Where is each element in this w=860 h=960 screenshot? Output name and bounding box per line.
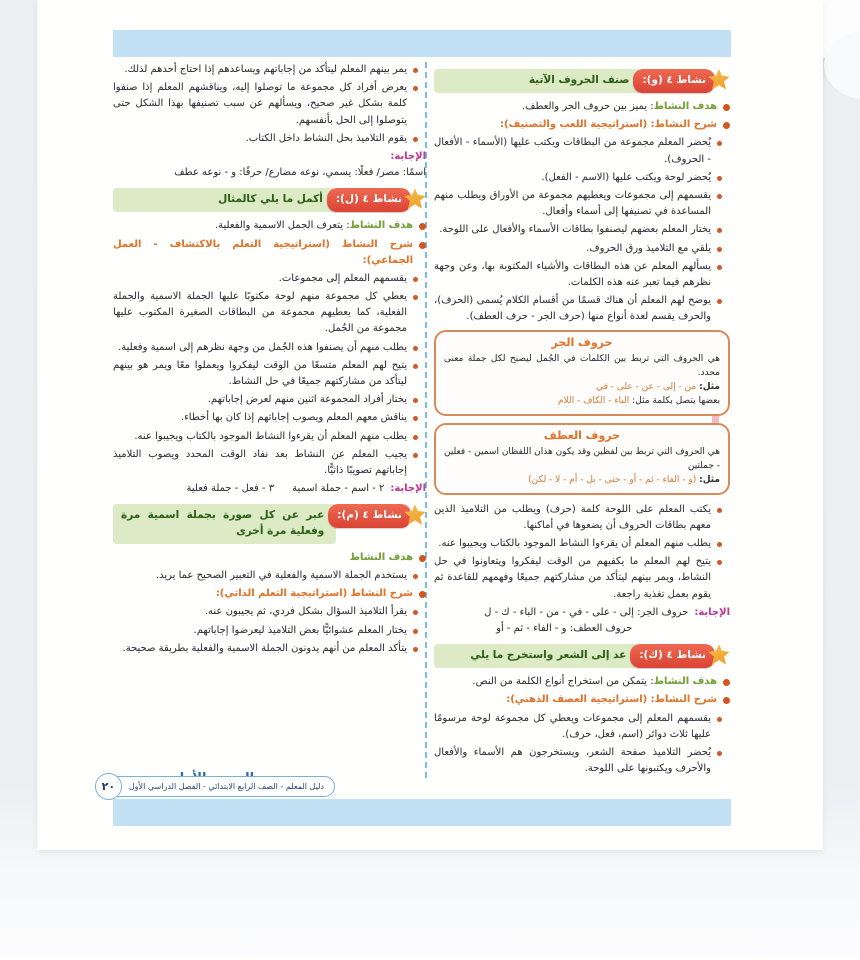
atf-letters-box <box>434 423 730 495</box>
explain-row <box>113 586 426 602</box>
explain-label: شرح النشاط: (استراتيجية اللعب والتصنيف): <box>500 119 717 131</box>
step-text: يختار المعلم بعضهم ليصنفوا بطاقات الأسماء والأفعال على اللوحة. <box>439 224 711 236</box>
activity-heading-l <box>113 188 426 212</box>
bullet-icon <box>723 679 730 686</box>
bullet-icon <box>413 453 418 458</box>
bottom-blue-bar <box>113 799 731 826</box>
example-list: (و - الفاء - ثم - أو - حتى - بل - أم - لا - لكن) <box>528 474 697 485</box>
steps-list <box>113 604 426 657</box>
step-text: يطلب منهم المعلم أن يقرءوا النشاط الموجود بالكتاب ويجيبوا عنه. <box>438 538 711 549</box>
step-text: يقرأ التلاميذ السؤال بشكل فردي، ثم يجيبون عنه. <box>204 606 407 618</box>
list-item <box>113 623 418 639</box>
explain-label: شرح النشاط (استراتيجية التعلم بالاكتشاف - العمل الجماعي): <box>113 238 413 266</box>
step-text: يمر بينهم المعلم ليتأكد من إجاباتهم ويساعدهم إذا احتاج أحدهم لذلك. <box>124 64 407 75</box>
bullet-icon <box>717 247 722 252</box>
activity-badge: نشاط ٤ (م): <box>328 504 411 528</box>
box-title: حروف الجر <box>551 336 613 350</box>
answer-label: الإجابة: <box>390 150 426 162</box>
step-text: يعطي كل مجموعة منهم لوحة مكتوبًا عليها الجملة الاسمية والجملة الفعلية، كما يعطيهم مجموعة من البطاقات الصغيرة المكتوب عليها مجموعة من الجُمل. <box>113 291 407 335</box>
activity-title: عبر عن كل صورة بجملة اسمية مرة وفعلية مرة أخرى <box>113 504 336 544</box>
bullet-icon <box>413 364 418 369</box>
list-item <box>113 131 418 147</box>
page-number-badge: ٢٠ <box>95 773 122 800</box>
bullet-icon <box>717 176 722 181</box>
note-prefix: بعضها يتصل بكلمة مثل: <box>632 396 720 407</box>
answer-block <box>113 149 426 181</box>
goal-row <box>434 99 730 115</box>
step-text: يوضح لهم المعلم أن هناك قسمًا من أقسام الكلام يُسمى (الحرف)، والحرف يقسم لعدة أنواع منها (حرف الجر - حرف العطف). <box>434 295 711 323</box>
bullet-icon <box>413 610 418 615</box>
answer-block <box>113 481 426 497</box>
list-item <box>113 641 418 657</box>
box-note <box>444 395 720 409</box>
scanned-book-page <box>37 0 823 850</box>
list-item <box>434 536 722 552</box>
bullet-icon <box>717 265 722 270</box>
activity-badge: نشاط ٤ (ك): <box>630 644 715 668</box>
bullet-icon <box>717 751 722 756</box>
step-text: يتيح لهم المعلم متسعًا من الوقت ليفكروا ويعملوا معًا ويمر هو بينهم ليتأكد من مشاركتهم جميعًا في حل النشاط. <box>113 359 407 387</box>
bullet-icon <box>723 104 730 111</box>
goal-row <box>113 550 426 566</box>
list-item <box>434 293 722 325</box>
bullet-icon <box>419 242 426 249</box>
step-text: يقوم التلاميذ بحل النشاط داخل الكتاب. <box>245 132 407 144</box>
step-text: يناقش معهم المعلم ويصوب إجاباتهم إذا كان بها أخطاء. <box>180 412 407 424</box>
answer-label: الإجابة: <box>694 606 730 618</box>
bullet-icon <box>413 346 418 351</box>
list-item <box>113 80 418 129</box>
bullet-icon <box>413 277 418 282</box>
list-item <box>434 711 722 743</box>
bullet-icon <box>413 629 418 634</box>
bullet-icon <box>723 122 730 129</box>
activity-title: أكمل ما يلي كالمثال <box>113 188 335 212</box>
list-item <box>434 170 722 186</box>
list-item <box>434 135 722 167</box>
list-item <box>113 392 418 408</box>
goal-sub-text: يستخدم الجملة الاسمية والفعلية في التعبير الصحيح عما يريد. <box>155 570 407 581</box>
goal-row <box>113 218 426 234</box>
goal-text <box>472 674 717 690</box>
list-item <box>113 410 418 426</box>
book-title-pill <box>98 776 335 797</box>
activity-heading-f <box>434 69 730 93</box>
list-item <box>434 259 722 291</box>
bullet-icon <box>717 141 722 146</box>
step-text: يقسمهم المعلم إلى مجموعات. <box>278 272 407 284</box>
box-example <box>444 381 720 395</box>
activity-heading-k <box>434 644 730 668</box>
answer-text <box>484 605 688 637</box>
top-blue-bar <box>113 30 731 57</box>
step-text: يعرض أفراد كل مجموعة ما توصلوا إليه، ويناقشهم المعلم إذا صنفوا كلمة بشكل غير صحيح، ويسألهم عن سبب تصنيفها بهذا الشكل حتى يتوصلوا إلى الحل بأنفسهم. <box>113 82 407 126</box>
activity-title: صنف الحروف الآتية <box>434 69 641 93</box>
goal-value: : يتمكن من استخراج أنواع الكلمة من النص. <box>472 676 654 688</box>
goal-label: هدف النشاط <box>653 101 717 112</box>
steps-list <box>434 711 730 778</box>
answer-label: الإجابة: <box>390 483 426 495</box>
explain-row <box>434 692 730 708</box>
step-text: يُحضر المعلم مجموعة من البطاقات ويكتب عليها (الأسماء - الأفعال - الحروف). <box>434 137 711 165</box>
list-item <box>113 358 418 390</box>
bullet-icon <box>413 86 418 91</box>
step-text: يسألهم المعلم عن هذه البطاقات والأشياء المكتوبة بها، وعن وجهة نظرهم فيما تعبر عنه هذه الكلمات. <box>434 260 711 288</box>
bullet-icon <box>413 295 418 300</box>
bullet-icon <box>413 68 418 73</box>
bullet-icon <box>413 647 418 652</box>
right-column <box>434 62 730 779</box>
explain-label: شرح النشاط: (استراتيجية العصف الذهني): <box>506 694 717 706</box>
list-item <box>434 188 722 220</box>
goal-value: : يتعرف الجمل الاسمية والفعلية. <box>214 220 350 232</box>
step-text: يقسمهم المعلم إلى مجموعات ويعطي كل مجموعة لوحة مرسومًا عليها ثلاث دوائر (اسم، فعل، حرف). <box>434 712 711 740</box>
step-text: يلقي مع التلاميذ ورق الحروف. <box>586 242 711 254</box>
step-text: يُحضر التلاميذ صفحة الشعر، ويستخرجون هم الأسماء والأفعال والأحرف ويكتبونها على اللوحة. <box>434 746 711 775</box>
answer-text <box>187 481 385 497</box>
left-column <box>113 62 426 659</box>
bullet-icon <box>717 542 722 547</box>
activity-heading-m <box>113 504 426 544</box>
bullet-icon <box>717 299 722 304</box>
box-title: حروف العطف <box>543 429 621 442</box>
bullet-icon <box>717 717 722 722</box>
bullet-icon <box>717 560 722 565</box>
bullet-icon <box>717 508 722 513</box>
explain-label: شرح النشاط (استراتيجية التعلم الذاتي): <box>215 588 413 600</box>
box-example <box>444 474 720 488</box>
list-item <box>113 604 418 620</box>
goal-text <box>215 218 413 234</box>
list-item <box>113 447 418 479</box>
step-text: يتأكد المعلم من أنهم يدونون الجملة الاسمية والفعلية بطريقة صحيحة. <box>122 642 407 654</box>
bullet-icon <box>419 591 426 598</box>
note-list: الباء - الكاف - اللام <box>557 396 630 407</box>
activity-badge: نشاط ٤ (ل): <box>327 188 411 212</box>
goal-label: هدف النشاط <box>653 676 717 688</box>
bullet-icon <box>419 223 426 230</box>
step-text: يقسمهم إلى مجموعات ويعطيهم مجموعة من الأوراق ويطلب منهم المساعدة في تصنيفها إلى أسماء وأفعال. <box>434 189 711 218</box>
book-title-text: دليل المعلم - الصف الرابع الابتدائي - الفصل الدراسي الأول <box>128 782 324 791</box>
box-desc: هي الحروف التي تربط بين الكلمات في الجُمل ليصبح لكل جملة معنى محدد. <box>444 354 720 379</box>
answer-line: حروف العطف: و - الفاء - ثم - أو <box>496 622 633 634</box>
list-item <box>434 222 722 238</box>
list-item <box>434 745 722 777</box>
answer-block <box>434 605 730 637</box>
list-item <box>434 554 722 603</box>
bullet-icon <box>723 697 730 704</box>
example-label: مثل: <box>699 382 720 393</box>
list-item <box>434 502 722 534</box>
goal-label: هدف النشاط <box>349 220 413 232</box>
bullet-icon <box>413 137 418 142</box>
list-item <box>434 241 722 257</box>
step-text: يكتب المعلم على اللوحة كلمة (حرف) ويطلب من التلاميذ الذين معهم بطاقات الحروف أن يضعوها في أماكنها. <box>434 503 711 531</box>
list-item <box>113 289 418 338</box>
answer-line: حروف الجر: إلى - على - في - من - الباء - ك - ل <box>484 606 689 618</box>
example-label: مثل: <box>699 474 720 485</box>
step-text: يختار المعلم عشوائيًّا بعض التلاميذ ليعرضوا إجاباتهم. <box>193 624 407 636</box>
box-desc: هي الحروف التي تربط بين لفظين وقد يكون هذان اللفظان اسمين - فعلين - جملتين <box>443 446 720 471</box>
goal-text <box>522 99 717 115</box>
step-text: يُحضر لوحة ويكتب عليها (الاسم - الفعل). <box>541 171 711 183</box>
goal-label: هدف النشاط <box>349 551 413 563</box>
step-text: يطلب منهم أن يصنفوا هذه الجُمل من وجهة نظرهم إلى اسمية وفعلية. <box>118 341 407 353</box>
bullet-icon <box>413 416 418 421</box>
bullet-icon <box>413 435 418 440</box>
answer-part: ٣ - فعل - جملة فعلية <box>186 483 275 495</box>
list-item <box>113 271 418 287</box>
answer-part: ٢ - اسم - جملة اسمية <box>292 483 385 495</box>
step-text: يطلب منهم المعلم أن يقرءوا النشاط الموجود بالكتاب ويجيبوا عنه. <box>134 430 407 442</box>
list-item <box>113 62 418 78</box>
example-list: من - إلى - عن - على - في <box>596 382 697 393</box>
activity-title: عد إلى الشعر واستخرج ما يلي <box>434 644 638 668</box>
step-text: يتيح لهم المعلم ما يكفيهم من الوقت ليفكروا ويتعاونوا في حل النشاط، ويمر بينهم ليتأكد من مشاركتهم جميعًا وفهمهم للقاعدة ثم يقوم بعمل تغذية راجعة. <box>434 556 711 600</box>
list-item <box>113 429 418 445</box>
goal-row <box>434 674 730 690</box>
goal-value: : يميز بين حروف الجر والعطف. <box>521 101 654 112</box>
answer-text: اسمًا: مصر/ فعلًا: يسمي، نوعه مضارع/ حرفًا: و - نوعه عطف <box>174 167 426 179</box>
explain-row <box>434 117 730 133</box>
explain-row <box>113 237 426 269</box>
bullet-icon <box>413 574 418 579</box>
bullet-icon <box>413 398 418 403</box>
step-text: يختار أفراد المجموعة اثنين منهم لعرض إجاباتهم. <box>207 394 407 406</box>
steps-list <box>113 271 426 479</box>
activity-badge: نشاط ٤ (و): <box>633 69 715 93</box>
bullet-icon <box>419 555 426 562</box>
list-item <box>113 568 418 584</box>
bullet-icon <box>717 194 722 199</box>
step-text: يجيب المعلم عن النشاط بعد نفاد الوقت المحدد ويصوب التلاميذ إجاباتهم تصويبًا ذاتيًّا. <box>113 448 407 476</box>
steps-list <box>434 135 730 325</box>
bullet-icon <box>717 228 722 233</box>
list-item <box>113 340 418 356</box>
steps-list-2 <box>434 502 730 603</box>
jar-letters-box <box>434 330 730 416</box>
continued-steps-list <box>113 62 426 147</box>
